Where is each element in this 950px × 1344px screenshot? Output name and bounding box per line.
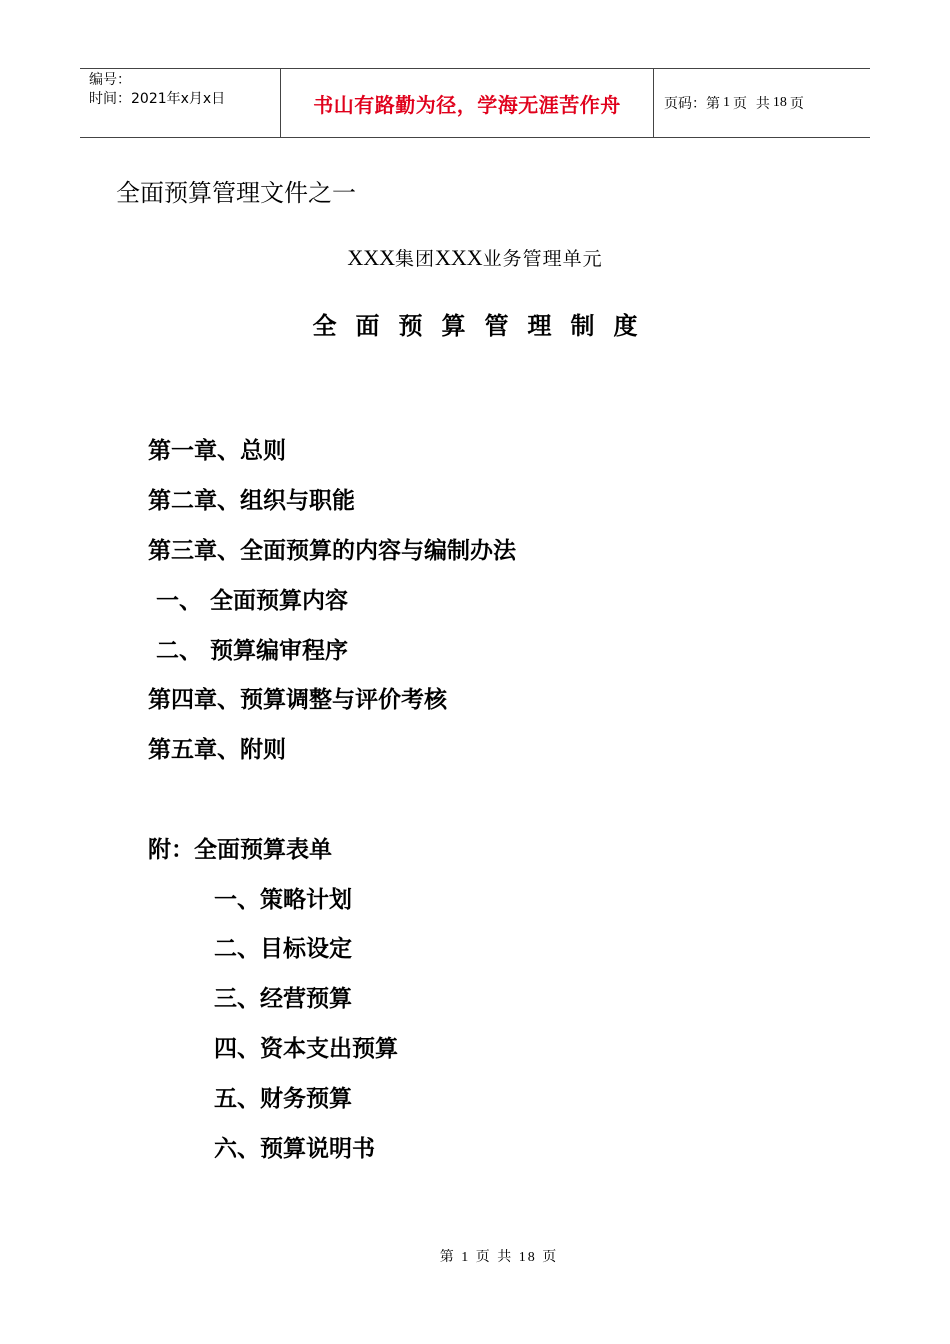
page-header <box>80 68 870 138</box>
appendix-item-1: 一、策略计划 <box>214 887 352 913</box>
appendix-item-2: 二、目标设定 <box>214 936 352 962</box>
toc-chapter-5: 第五章、附则 <box>148 737 286 763</box>
page-suffix: 页 <box>789 96 804 112</box>
toc-section-1: 一、 全面预算内容 <box>148 588 349 614</box>
page-footer: 第 1 页 共 18 页 <box>439 1250 559 1265</box>
appendix-item-3: 三、经营预算 <box>214 986 352 1012</box>
organization-line <box>0 244 950 271</box>
page-mid: 页 共 <box>733 96 770 112</box>
document-series: 全面预算管理文件之一 <box>116 179 356 207</box>
appendix-title: 附：全面预算表单 <box>148 837 332 863</box>
document-title: 全面预算管理制度 <box>312 312 657 340</box>
org-mid2: XXX <box>435 245 483 270</box>
toc-chapter-3: 第三章、全面预算的内容与编制办法 <box>148 538 516 564</box>
toc-section-2: 二、 预算编审程序 <box>148 638 349 664</box>
appendix-item-5: 五、财务预算 <box>214 1086 352 1112</box>
org-mid: 集团 <box>394 248 435 270</box>
header-motto: 书山有路勤为径，学海无涯苦作舟 <box>281 69 654 137</box>
date-label: 时间：2021年x月x日 <box>89 91 226 107</box>
toc-chapter-2: 第二章、组织与职能 <box>148 488 355 514</box>
toc-chapter-1: 第一章、总则 <box>148 438 286 464</box>
page-prefix: 页码：第 <box>664 96 720 112</box>
page-total: 18 <box>772 95 787 110</box>
header-meta <box>80 69 281 137</box>
org-suffix: 业务管理单元 <box>482 248 603 270</box>
appendix-item-4: 四、资本支出预算 <box>214 1036 398 1062</box>
header-page-number <box>654 69 870 137</box>
toc-chapter-4: 第四章、预算调整与评价考核 <box>148 687 447 713</box>
org-prefix: XXX <box>347 245 395 270</box>
appendix-item-6: 六、预算说明书 <box>214 1136 375 1162</box>
serial-label: 编号： <box>89 72 131 88</box>
page-current: 1 <box>723 95 730 110</box>
